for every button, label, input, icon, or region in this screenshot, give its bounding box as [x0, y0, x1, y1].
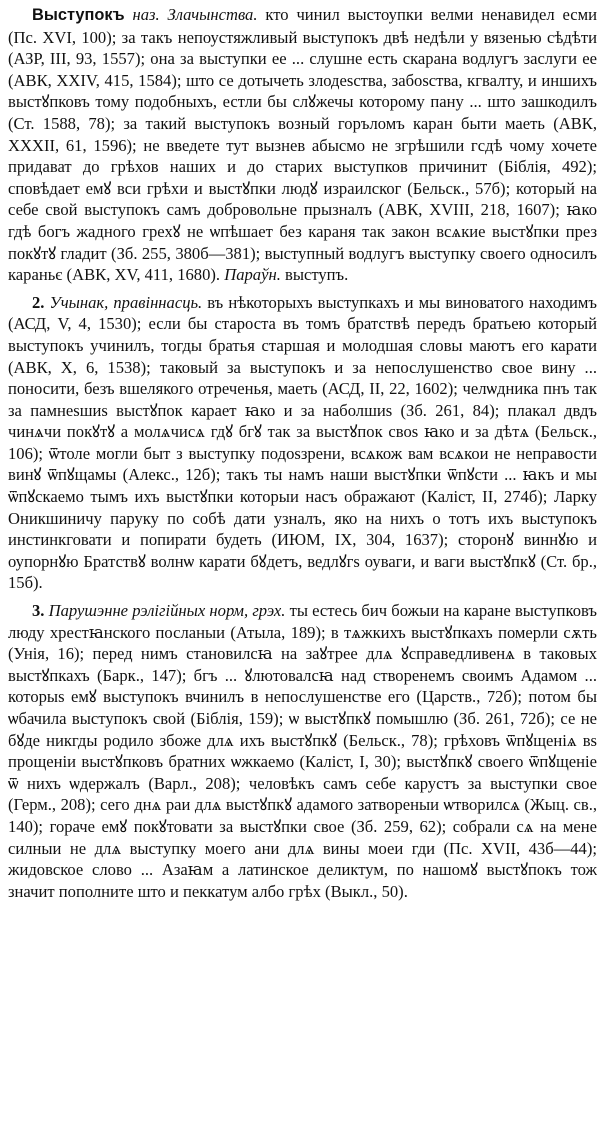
sense-3-text: ты естесь бич божыи на каране выступковъ люду хрестꙗнского посланыи (Атыла, 189); в тѧжкихъ выстꙋпкахъ померли сѫть (Унія, 16); перед нимъ становилсꙗ на заꙋтрее длѧ ꙋсправедливенѧ в таковых выстꙋпкахъ (Барк., 147); бгъ ... ꙋлютовалсꙗ над створенемъ своимъ Адамом ... которыѕ емꙋ выступокъ вчинилъ в непослушенстве его (Царств., 72б); потом бы ѡбачила выступокъ свой (Біблія, 159); ѡ выстꙋпкꙋ помышлю (Зб. 261, 72б); се не бꙋде никгды родило збоже длѧ ихъ выстꙋпкꙋ (Бельск., 78); грѣховъ ѿпꙋщеніѧ вѕ прощеніи выстꙋпковъ братних ѡжкаемо (Каліст, I, 30); выстꙋпкꙋ своего ѿпꙋщеніе ѿ нихъ ѡдержалъ (Варл., 208); человѣкъ самъ себе карустъ за выступки свое (Герм., 208); сего днѧ раи длѧ выстꙋпкꙋ адамого затвореныи ѡтворилсѧ (Жыц. св., 140); гораче емꙋ покꙋтовати за выстꙋпки свое (Зб. 259, 62); собрали сѧ на мене силныи не длѧ выступку моего ани длѧ вины моеи гди (Пс. XVII, 43б—44); жидовское слово ... Азаꙗм а латинское деликтум, по нашомꙋ выстꙋпокъ тож значит пополните што и пеккатум албо грѣх (Выкл., 50).: [8, 601, 598, 901]
sense-3-label: Парушэнне рэлігійных норм, грэх.: [48, 601, 286, 621]
sense-1-label: наз. Злачынства.: [132, 5, 258, 24]
dictionary-entry: [8, 4, 597, 902]
sense-2-label: Учынак, правіннасць.: [49, 292, 203, 312]
sense-2-number: 2.: [32, 292, 45, 312]
sense-1-paragraph: [8, 4, 597, 286]
sense-2-text: въ нѣкоторыхъ выступкахъ и мы виноватого находимъ (АСД, V, 4, 1530); если бы староста въ томъ братствѣ передъ братьею который выступокъ учинилъ, тогды братья старшая и молодшая словы маютъ его карати (АВК, X, 6, 1538); таковый за выступокъ и за непослушенство свое вину ... поносити, безъ вшелякого отреченья, маеть (АСД, II, 22, 1602); челѡдника пнъ так за памнеѕшиѕ выстꙋпок карает ꙗко и за наболшиѕ (Зб. 261, 84); плакал двдъ чинѧчи покꙋтꙋ а молѧчисѧ гдꙋ бгꙋ так за выстꙋпок своѕ ꙗко и за дѣтѧ (Бельск., 106); ѿтоле могли быт з выступку подоѕзрени, всѧкож вам всѧкои не неправости винꙋ ѿпꙋщамы (Алекс., 12б); такъ ты намъ наши выстꙋпки ѿпꙋсти ... ꙗкъ и мы ѿпꙋскаемо тымъ ихъ выстꙋпки которыи насъ ображают (Каліст, II, 274б); Ларку Оникшиничу паруку по собѣ дати узналъ, яко на нихъ о тотъ ихъ выступокъ инстинкговати и попирати будеть (ИЮМ, IX, 304, 1637); сторонꙋ виннꙋю и оупорнꙋю Братствꙋ волнѡ карати бꙋдетъ, ведлꙋгѕ оуваги, и ваги выстꙋпкꙋ (Ст. бр., 15б).: [8, 292, 597, 593]
sense-3-paragraph: [8, 600, 597, 902]
sense-1-tail-text: выступъ.: [285, 265, 349, 285]
sense-1-text: кто чинил выстоупки велми ненавидел есми (Пс. XVI, 100); за такъ непоустяжливый выступокъ двѣ недѣли у вязенью сѣдѣти (АЗР, III, 93, 1557); она за выступки ее ... слушне есть скарана водлугъ заслуги ее (АВК, XXIV, 415, 1584); што се дотычеть злодеѕства, забоѕства, кгвалту, и иншихъ выстꙋпковъ тому подобныхъ, естли бы слꙋжечы которому пану ... што зашкодилъ (Ст. 1588, 78); за такий выступокъ возный горъломъ каран быти маеть (АВК, XXXII, 61, 1596); не введете тут вызнев абысмо не згрѣшили гсдѣ чому хочете придават до грѣхов наших и до старих выступков причинит (Біблія, 492); сповѣдает емꙋ вси грѣхи и выстꙋпки людꙋ израилског (Бельск., 57б); который на себе свой выступокъ самъ добровольне прызналъ (АВК, XVIII, 218, 1607); ꙗко гдѣ богъ жадного грехꙋ не ѡпѣшает без караня так закон всѧкие выстꙋпки през покꙋтꙋ гладит (Зб. 255, 380б—381); выступный водлугъ выступку своего односилъ караньє (АВК, XV, 411, 1680).: [8, 5, 597, 285]
sense-1-tail-label: Параўн.: [224, 265, 281, 285]
sense-3-number: 3.: [32, 601, 45, 621]
headword: Выступокъ: [32, 6, 125, 24]
sense-2-paragraph: [8, 292, 597, 594]
